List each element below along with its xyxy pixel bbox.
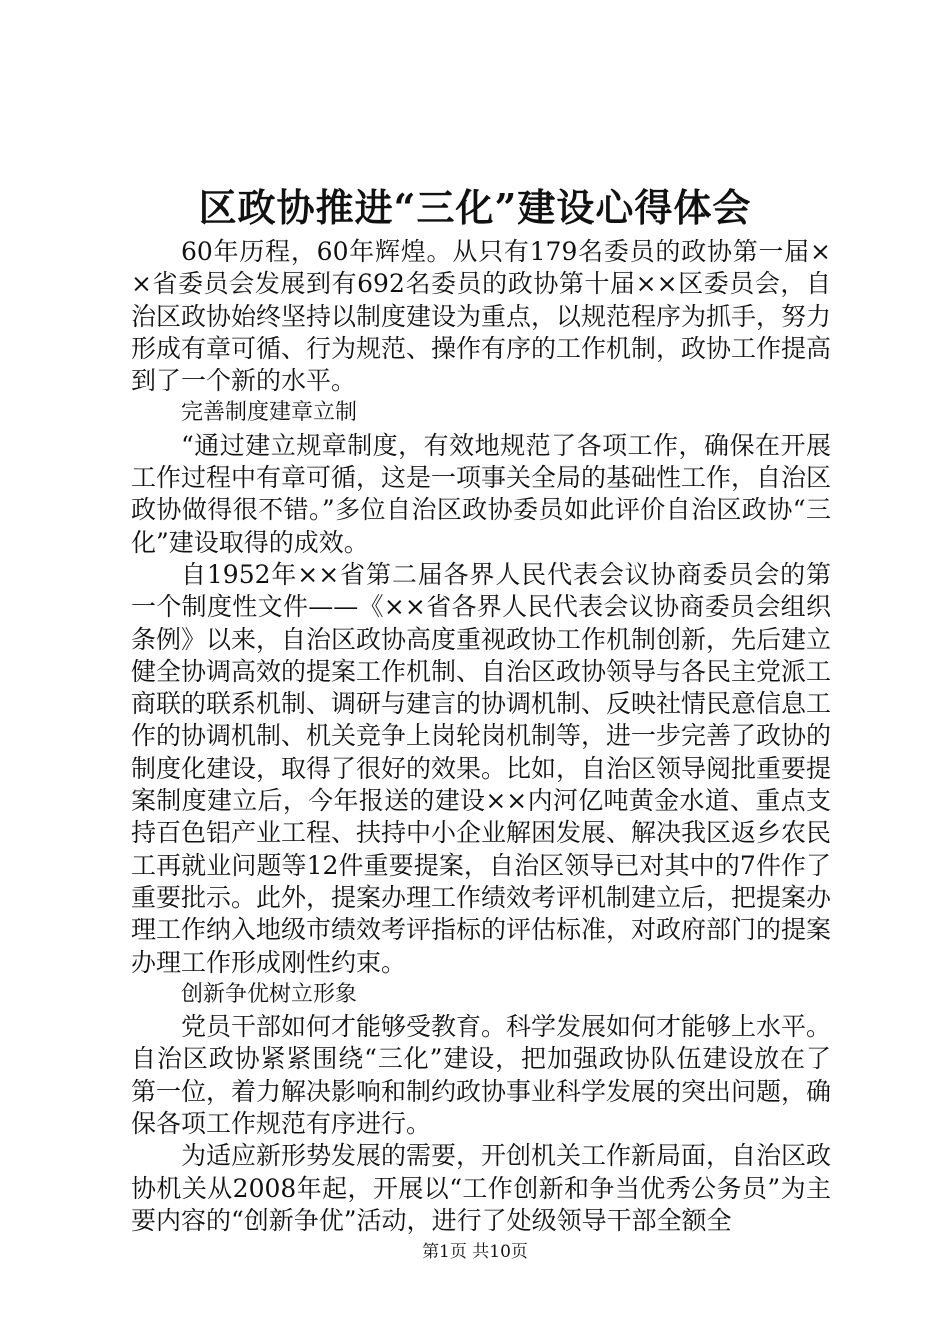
section-heading-1: 完善制度建章立制: [181, 400, 358, 426]
page-footer: 第1页 共10页: [422, 1242, 528, 1262]
section-heading-2: 创新争优树立形象: [181, 981, 358, 1007]
document-body: [131, 236, 831, 1237]
paragraph-history: 自1952年××省第二届各界人民代表会议协商委员会的第一个制度性文件——《××省各界人民代表会议协商委员会组织条例》以来，自治区政协高度重视政协工作机制创新，先后建立健全协调高效的提案工作机制、自治区政协领导与各民主党派工商联的联系机制、调研与建言的协调机制、反映社情民意信息工作的协调机制、机关竞争上岗轮岗机制等，进一步完善了政协的制度化建设，取得了很好的效果。比如，自治区领导阅批重要提案制度建立后，今年报送的建设××内河亿吨黄金水道、重点支持百色铝产业工程、扶持中小企业解困发展、解决我区返乡农民工再就业问题等12件重要提案，自治区领导已对其中的7件作了重要批示。此外，提案办理工作绩效考评机制建立后，把提案办理工作纳入地级市绩效考评指标的评估标准，对政府部门的提案办理工作形成刚性约束。: [131, 559, 832, 977]
paragraph-intro: 60年历程，60年辉煌。从只有179名委员的政协第一届××省委员会发展到有692名委员的政协第十届××区委员会，自治区政协始终坚持以制度建设为重点，以规范程序为抓手，努力形成有章可循、行为规范、操作有序的工作机制，政协工作提高到了一个新的水平。: [131, 237, 832, 396]
paragraph-activity: 为适应新形势发展的需要，开创机关工作新局面，自治区政协机关从2008年起，开展以“工作创新和争当优秀公务员”为主要内容的“创新争优”活动，进行了处级领导干部全额全: [131, 1141, 832, 1235]
paragraph-team: 党员干部如何才能够受教育。科学发展如何才能够上水平。自治区政协紧紧围绕“三化”建设，把加强政协队伍建设放在了第一位，着力解决影响和制约政协事业科学发展的突出问题，确保各项工作规范有序进行。: [131, 1012, 832, 1139]
paragraph-quote: “通过建立规章制度，有效地规范了各项工作，确保在开展工作过程中有章可循，这是一项事关全局的基础性工作，自治区政协做得很不错。”多位自治区政协委员如此评价自治区政协“三化”建设取得的成效。: [131, 430, 832, 557]
document-title: 区政协推进“三化”建设心得体会: [198, 185, 752, 230]
